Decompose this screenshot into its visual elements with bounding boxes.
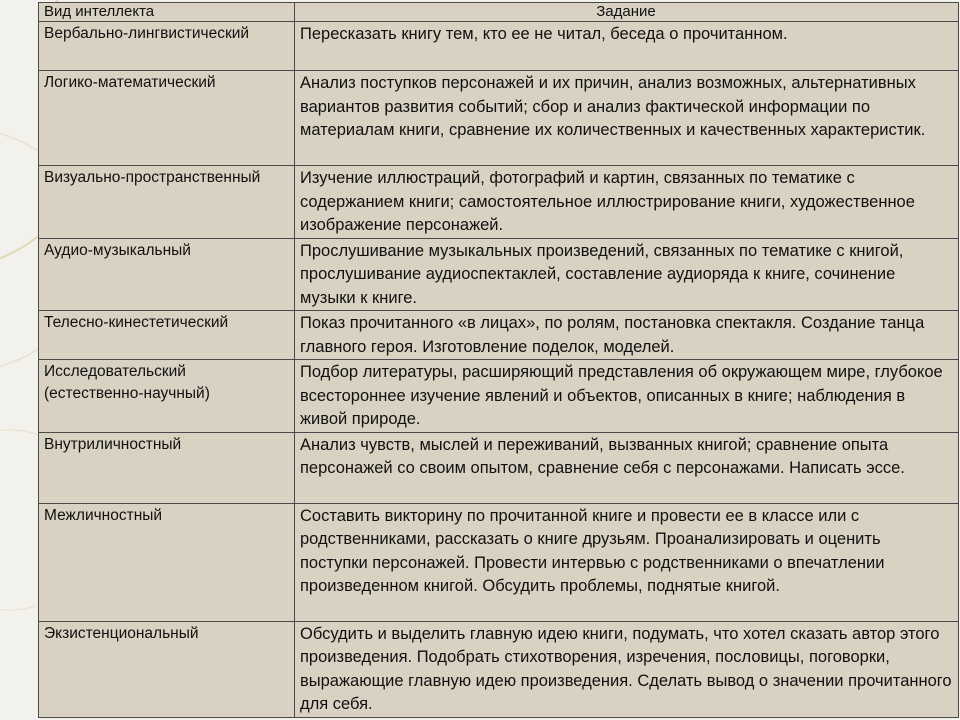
intelligence-type-cell: Аудио-музыкальный	[39, 238, 295, 311]
task-cell: Прослушивание музыкальных произведений, связанных по тематике с книгой, прослушивание аудиоспектаклей, составление аудиоряда к книге, сочинение музыки к книге.	[295, 238, 959, 311]
task-cell: Обсудить и выделить главную идею книги, подумать, что хотел сказать автор этого произведения. Подобрать стихотворения, изречения, пословицы, поговорки, выражающие главную идею произведения. Сделать вывод о значении прочитанного для себя.	[295, 621, 959, 717]
task-cell: Анализ чувств, мыслей и переживаний, вызванных книгой; сравнение опыта персонажей со своим опытом, сравнение себя с персонажами. Написать эссе.	[295, 432, 959, 503]
task-cell: Составить викторину по прочитанной книге и провести ее в классе или с родственниками, рассказать о книге друзьям. Проанализировать и оценить поступки персонажей. Провести интервью с родственниками о впечатлении произведенном книгой. Обсудить проблемы, поднятые книгой.	[295, 503, 959, 621]
table-row	[39, 71, 959, 166]
intelligence-type-cell: Исследовательский (естественно-научный)	[39, 360, 295, 433]
header-task: Задание	[295, 3, 959, 22]
task-cell: Изучение иллюстраций, фотографий и картин, связанных по тематике с содержанием книги; самостоятельное иллюстрирование книги, художественное изображение персонажей.	[295, 166, 959, 239]
table-header-row	[39, 3, 959, 22]
table-row	[39, 621, 959, 717]
table-row	[39, 503, 959, 621]
intelligence-type-cell: Логико-математический	[39, 71, 295, 166]
intelligence-type-cell: Визуально-пространственный	[39, 166, 295, 239]
intelligence-type-cell: Телесно-кинестетический	[39, 311, 295, 360]
task-cell: Подбор литературы, расширяющий представления об окружающем мире, глубокое всестороннее изучение явлений и объектов, описанных в книге; наблюдения в живой природе.	[295, 360, 959, 433]
header-intelligence-type: Вид интеллекта	[39, 3, 295, 22]
intelligence-type-cell: Экзистенциональный	[39, 621, 295, 717]
task-cell: Пересказать книгу тем, кто ее не читал, беседа о прочитанном.	[295, 22, 959, 71]
table-row	[39, 432, 959, 503]
intelligence-type-cell: Вербально-лингвистический	[39, 22, 295, 71]
table-row	[39, 166, 959, 239]
table-row	[39, 360, 959, 433]
intelligence-tasks-table	[38, 2, 959, 718]
table-row	[39, 22, 959, 71]
table-row	[39, 238, 959, 311]
intelligence-type-cell: Внутриличностный	[39, 432, 295, 503]
task-cell: Анализ поступков персонажей и их причин, анализ возможных, альтернативных вариантов развития событий; сбор и анализ фактической информации по материалам книги, сравнение их количественных и качественных характеристик.	[295, 71, 959, 166]
intelligence-type-cell: Межличностный	[39, 503, 295, 621]
task-cell: Показ прочитанного «в лицах», по ролям, постановка спектакля. Создание танца главного героя. Изготовление поделок, моделей.	[295, 311, 959, 360]
table-row	[39, 311, 959, 360]
